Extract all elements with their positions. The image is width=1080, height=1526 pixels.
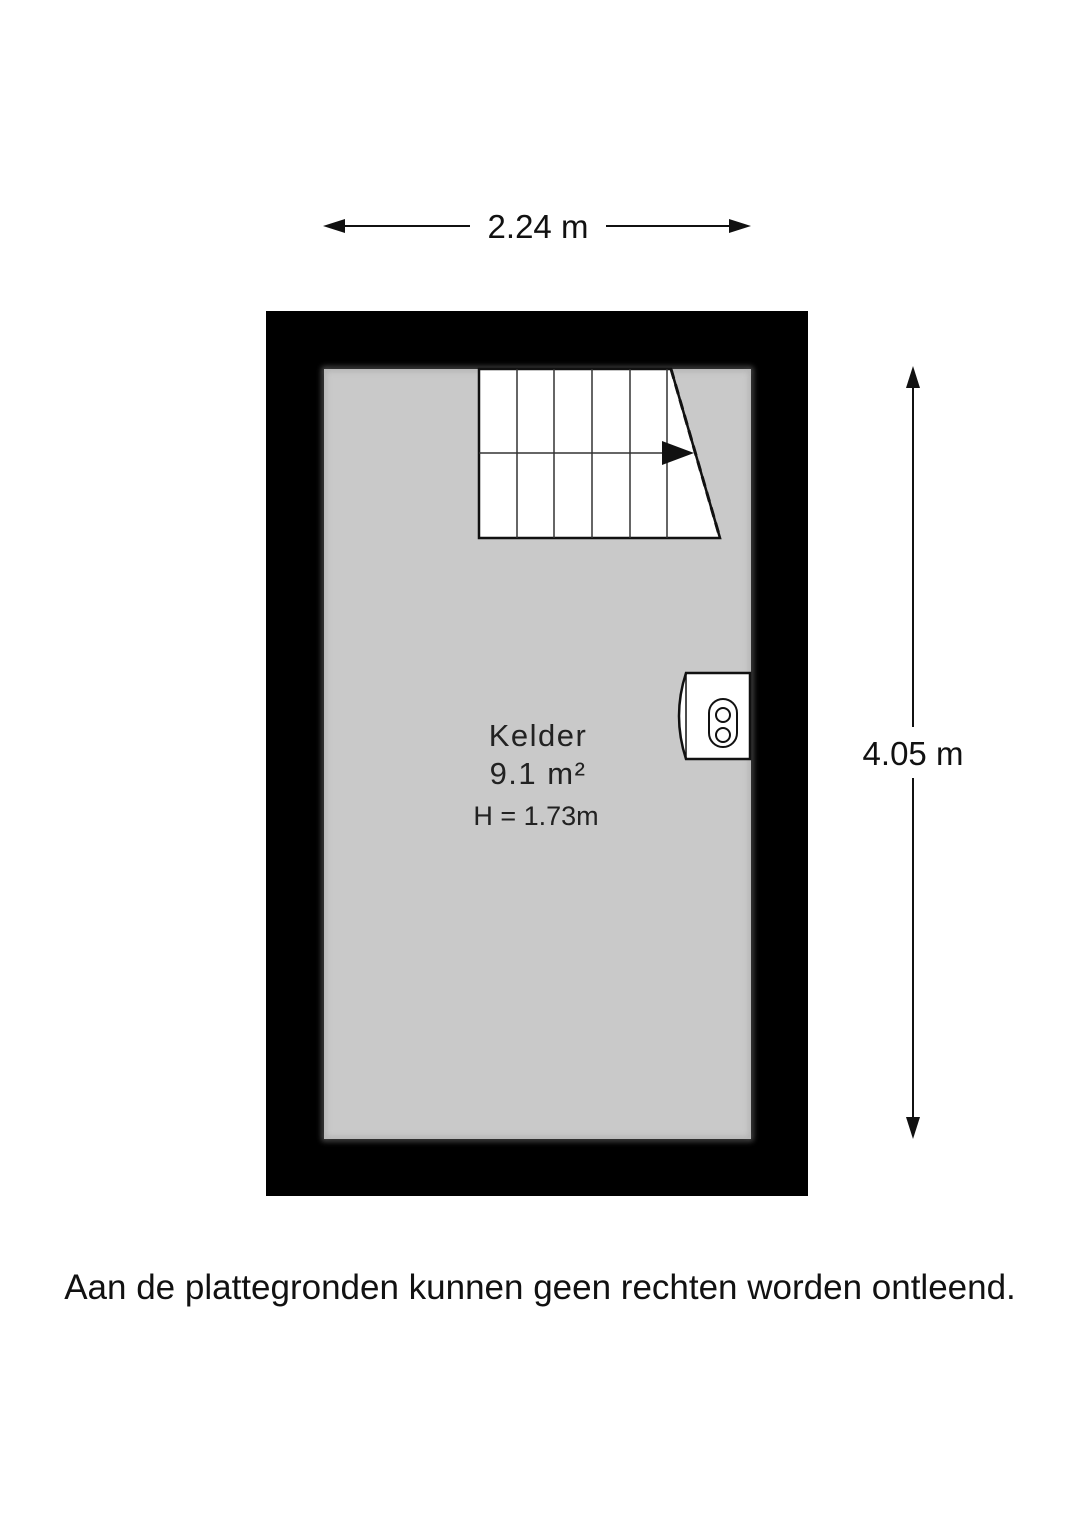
disclaimer-text: Aan de plattegronden kunnen geen rechten worden ontleend. [64,1268,1016,1307]
room-name: Kelder [488,718,588,753]
width-label: 2.24 m [487,208,589,245]
depth-label: 4.05 m [862,735,964,772]
width-dimension [323,208,751,245]
room-area: 9.1 m² [489,756,587,791]
boiler-icon [679,673,750,759]
depth-dimension [863,366,964,1139]
room-height: H = 1.73m [473,801,599,831]
